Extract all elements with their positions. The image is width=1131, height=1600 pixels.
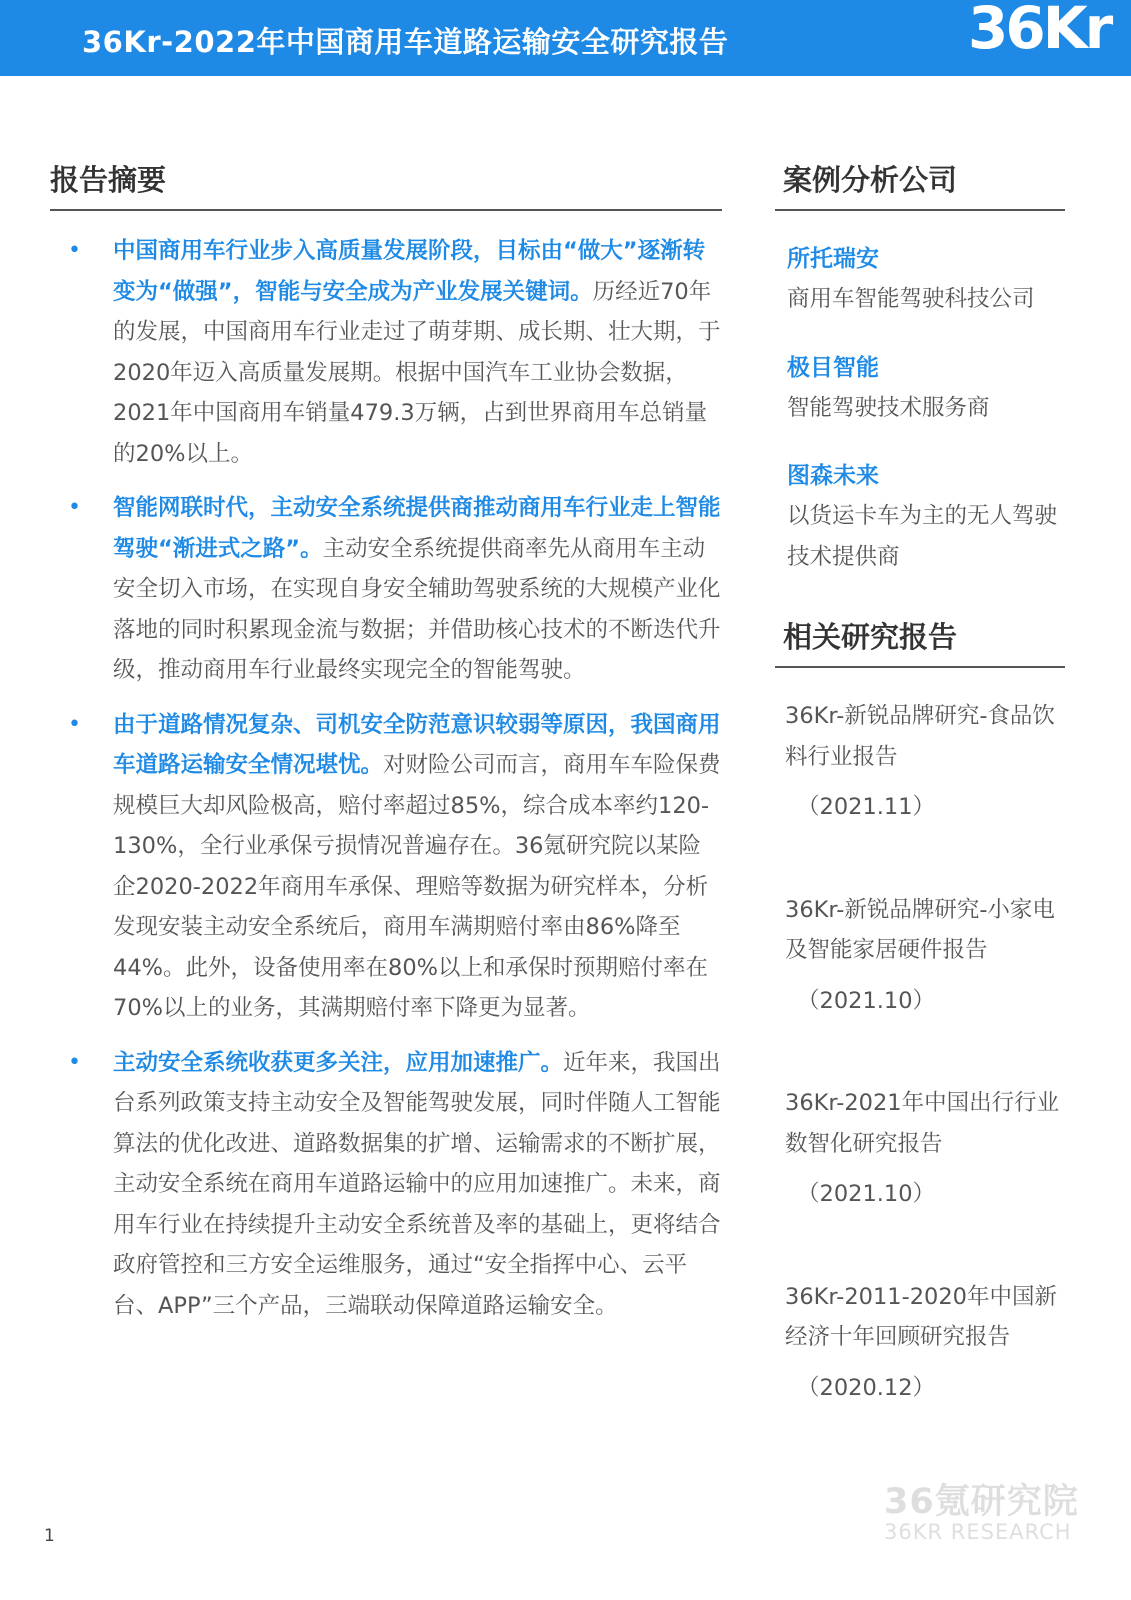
bullet-dot-icon: • (68, 495, 81, 520)
company-desc: 商用车智能驾驶科技公司 (787, 286, 1035, 312)
report-item-date: （2021.11） (797, 794, 936, 820)
company-item (775, 456, 1065, 577)
bullet-text: 对财险公司而言，商用车车险保费规模巨大却风险极高，赔付率超过85%，综合成本率约120-130%，全行业承保亏损情况普遍存在。36氪研究院以某险企2020-2022年商用车承保、理赔等数据为研究样本，分析发现安装主动安全系统后，商用车满期赔付率由86%降至44%。此外，设备使用率在80%以上和承保时预期赔付率在70%以上的业务，其满期赔付率下降更为显著。 (113, 752, 721, 1021)
bullet-dot-icon: • (68, 1049, 81, 1075)
bullet-highlight: 中国商用车行业步入高质量发展阶段，目标由“做大”逐渐转变为“做强”，智能与安全成为产业发展关键词。 (113, 238, 706, 305)
watermark-sub: 36KR RESEARCH (884, 1520, 1072, 1544)
summary-bullet (50, 705, 722, 1029)
summary-bullet (50, 231, 722, 474)
report-item-title: 36Kr-2021年中国出行行业数智化研究报告 (785, 1090, 1060, 1157)
report-item-title: 36Kr-新锐品牌研究-小家电及智能家居硬件报告 (785, 896, 1055, 963)
logo-text: 36Kr (968, 0, 1111, 62)
report-item-title: 36Kr-新锐品牌研究-食品饮料行业报告 (785, 703, 1055, 770)
related-report (775, 1277, 1065, 1409)
related-report (775, 1083, 1065, 1215)
summary-bullet (50, 1043, 722, 1327)
report-item-date: （2021.10） (797, 1181, 936, 1207)
company-list (775, 239, 1065, 577)
company-name: 图森未来 (787, 463, 879, 489)
cases-heading: 案例分析公司 (775, 158, 1065, 211)
company-item (775, 348, 1065, 429)
watermark-main: 36氪研究院 (884, 1482, 1079, 1522)
summary-bullet (50, 488, 722, 691)
summary-heading: 报告摘要 (50, 158, 722, 211)
36kr-logo (968, 0, 1118, 76)
related-report (775, 696, 1065, 828)
related-heading: 相关研究报告 (775, 615, 1065, 668)
related-report (775, 890, 1065, 1022)
report-title: 36Kr-2022年中国商用车道路运输安全研究报告 (82, 25, 729, 59)
page-header (0, 0, 1131, 76)
company-item (775, 239, 1065, 320)
summary-section (50, 158, 722, 1340)
sidebar (775, 158, 1065, 1470)
bullet-text: 历经近70年的发展，中国商用车行业走过了萌芽期、成长期、壮大期，于2020年迈入高质量发展期。根据中国汽车工业协会数据，2021年中国商用车销量479.3万辆，占到世界商用车总销量的20%以上。 (113, 278, 721, 467)
company-desc: 以货运卡车为主的无人驾驶技术提供商 (787, 503, 1058, 570)
bullet-text: 近年来，我国出台系列政策支持主动安全及智能驾驶发展，同时伴随人工智能算法的优化改进、道路数据集的扩增、运输需求的不断扩展，主动安全系统在商用车道路运输中的应用加速推广。未来，商用车行业在持续提升主动安全系统普及率的基础上，更将结合政府管控和三方安全运维服务，通过“安全指挥中心、云平台、APP”三个产品，三端联动保障道路运输安全。 (113, 1049, 721, 1319)
company-desc: 智能驾驶技术服务商 (787, 394, 990, 421)
company-name: 极目智能 (787, 354, 879, 381)
page-number: 1 (44, 1526, 55, 1546)
bullet-highlight: 智能网联时代，主动安全系统提供商推动商用车行业走上智能驾驶“渐进式之路”。 (113, 495, 721, 562)
bullet-highlight: 主动安全系统收获更多关注，应用加速推广。 (113, 1049, 564, 1076)
bullet-text: 主动安全系统提供商率先从商用车主动安全切入市场，在实现自身安全辅助驾驶系统的大规模产业化落地的同时积累现金流与数据；并借助核心技术的不断迭代升级，推动商用车行业最终实现完全的智能驾驶。 (113, 535, 721, 683)
bullet-highlight: 由于道路情况复杂、司机安全防范意识较弱等原因，我国商用车道路运输安全情况堪忧。 (113, 711, 721, 778)
watermark (884, 1474, 1084, 1544)
company-name: 所托瑞安 (787, 246, 879, 272)
bullet-dot-icon: • (68, 711, 81, 737)
bullet-dot-icon: • (68, 238, 81, 263)
related-report-list (775, 696, 1065, 1408)
report-item-title: 36Kr-2011-2020年中国新经济十年回顾研究报告 (785, 1283, 1057, 1350)
summary-list (50, 231, 722, 1326)
report-item-date: （2021.10） (797, 987, 936, 1014)
report-item-date: （2020.12） (797, 1374, 936, 1401)
